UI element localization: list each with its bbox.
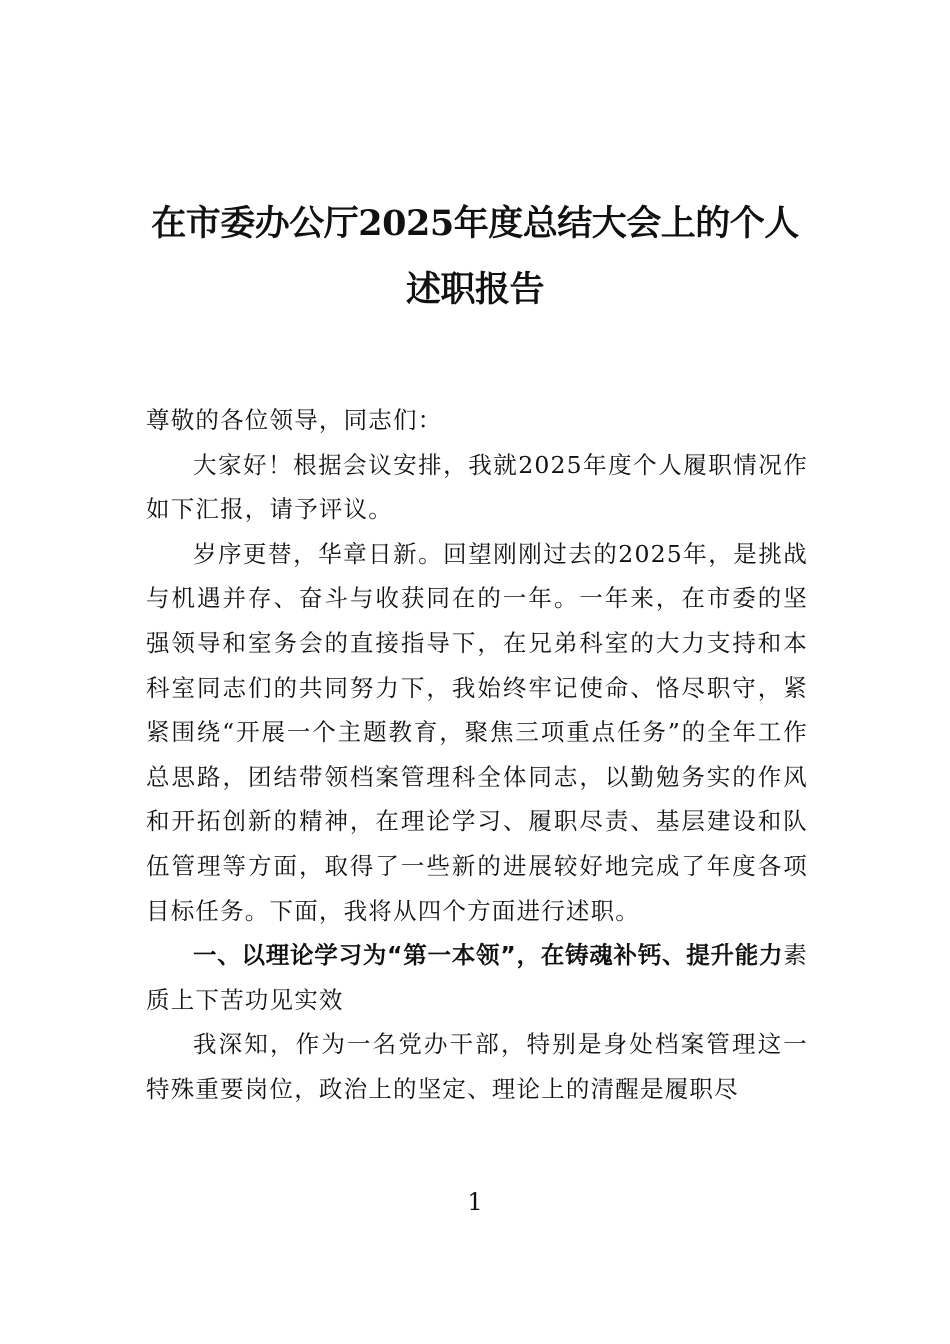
section-1-paragraph: 我深知，作为一名党办干部，特别是身处档案管理这一特殊重要岗位，政治上的坚定、理论上的清醒是履职尽 [146,1030,808,1103]
section-heading-1 [146,933,808,1022]
salutation: 尊敬的各位领导，同志们： [146,406,443,434]
document-title-line1: 在市委办公厅2025年度总结大会上的个人 [151,203,799,244]
document-title-line2: 述职报告 [405,269,544,310]
section-heading-1-rest: 素质上下苦功见实效 [146,941,808,1014]
section-heading-1-bold: 一、以理论学习为“第一本领”，在铸魂补钙、提升能力 [193,941,784,970]
review-paragraph: 岁序更替，华章日新。回望刚刚过去的2025年，是挑战与机遇并存、奋斗与收获同在的一年。一年来，在市委的坚强领导和室务会的直接指导下，在兄弟科室的大力支持和本科室同志们的共同努力下，我始终牢记使命、恪尽职守，紧紧围绕“开展一个主题教育，聚焦三项重点任务”的全年工作总思路，团结带领档案管理科全体同志，以勤勉务实的作风和开拓创新的精神，在理论学习、履职尽责、基层建设和队伍管理等方面，取得了一些新的进展较好地完成了年度各项目标任务。下面，我将从四个方面进行述职。 [146,539,808,925]
document-body [146,398,808,1112]
page-number: 1 [467,1188,483,1216]
intro-paragraph: 大家好！根据会议安排，我就2025年度个人履职情况作如下汇报，请予评议。 [146,450,808,524]
